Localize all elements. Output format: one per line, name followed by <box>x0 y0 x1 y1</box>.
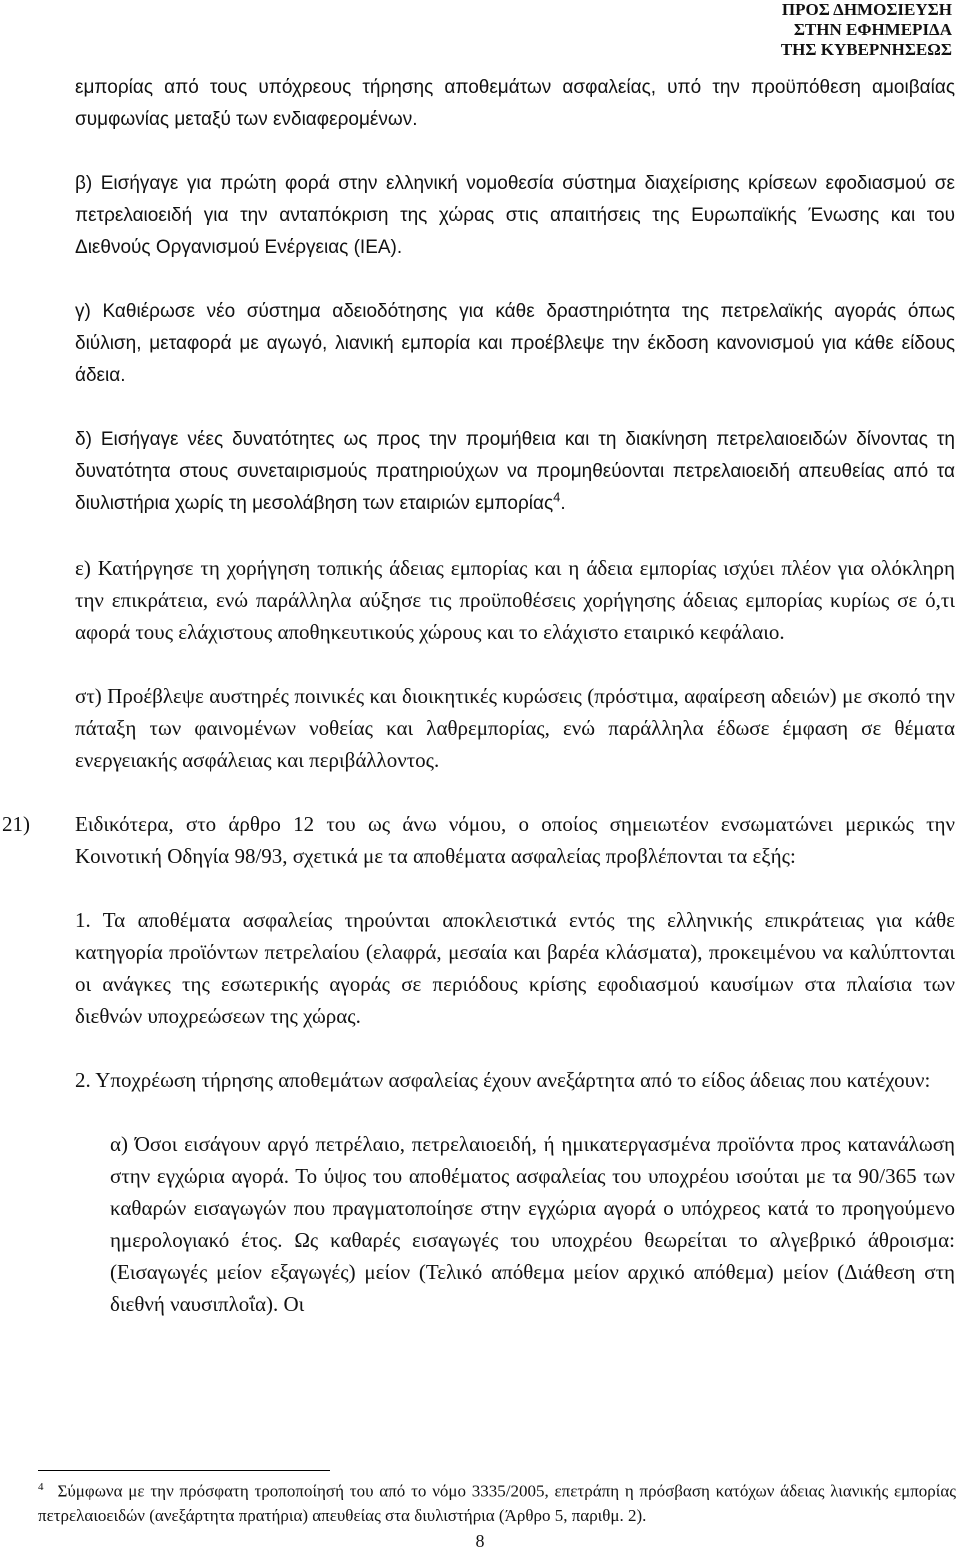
publication-header <box>781 0 952 60</box>
footnote-text: Σύμφωνα με την πρόσφατη τροποποίησή του από το νόμο 3335/2005, επετράπη η πρόσβαση κατόχων άδειας λιανικής εμπορίας πετρελαιοειδών (ανεξάρτητα πρατήρια) απευθείας στα διυλιστήρια (Άρθρο 5, παριθμ. 2). <box>38 1481 956 1525</box>
page-number: 8 <box>475 1531 485 1551</box>
paragraph-d <box>75 424 955 520</box>
footnote <box>38 1475 956 1528</box>
paragraph-st: στ) Προέβλεψε αυστηρές ποινικές και διοικητικές κυρώσεις (πρόστιμα, αφαίρεση αδειών) με σκοπό την πάταξη των φαινομένων νοθείας και λαθρεμπορίας, ενώ παράλληλα έδωσε έμφαση σε θέματα ενεργειακής ασφάλειας και περιβάλλοντος. <box>75 684 955 772</box>
header-line-3: ΤΗΣ ΚΥΒΕΡΝΗΣΕΩΣ <box>780 40 952 59</box>
list-item-2a: α) Όσοι εισάγουν αργό πετρέλαιο, πετρελαιοειδή, ή ημικατεργασμένα προϊόντα προς κατανάλωση στην εγχώρια αγορά. Το ύψος του αποθέματος ασφαλείας του υποχρέου ισούται με τα 90/365 των καθαρών εισαγωγών που πραγματοποίησε στην εγχώρια αγορά ο υπόχρεος κατά το προηγούμενο ημερολογιακό έτος. Ως καθαρές εισαγωγές του υποχρέου θεωρείται το αλγεβρικό άθροισμα: (Εισαγωγές μείον εξαγωγές) μείον (Τελικό απόθεμα μείον αρχικό απόθεμα) μείον (Διάθεση στη διεθνή ναυσιπλοΐα). Οι <box>110 1132 955 1316</box>
paragraph-c: γ) Καθιέρωσε νέο σύστημα αδειοδότησης για κάθε δραστηριότητα της πετρελαϊκής αγοράς όπως διύλιση, μεταφορά με αγωγό, λιανική εμπορία και προέβλεψε την έκδοση κανονισμού για κάθε είδους άδεια. <box>75 301 955 386</box>
paragraph-21-number: 21) <box>2 812 30 836</box>
list-item-1: 1. Τα αποθέματα ασφαλείας τηρούνται αποκλειστικά εντός της ελληνικής επικράτειας για κάθε κατηγορία προϊόντων πετρελαίου (ελαφρά, μεσαία και βαρέα κλάσματα), προκειμένου να καλύπτονται οι ανάγκες της εσωτερικής αγοράς σε περιόδους κρίσης εφοδιασμού καυσίμων στα πλαίσια των διεθνών υποχρεώσεων της χώρας. <box>75 908 955 1028</box>
document-body <box>2 72 955 1320</box>
paragraph-e: ε) Κατήργησε τη χορήγηση τοπικής άδειας εμπορίας και η άδεια εμπορίας ισχύει πλέον για ολόκληρη την επικράτεια, ενώ παράλληλα αύξησε τις προϋποθέσεις χορήγησης άδειας εμπορίας κυρίως σε ό,τι αφορά τους ελάχιστους αποθηκευτικούς χώρους και το ελάχιστο εταιρικό κεφάλαιο. <box>75 556 955 644</box>
paragraph-21 <box>2 808 955 872</box>
header-line-1: ΠΡΟΣ ΔΗΜΟΣΙΕΥΣΗ <box>781 0 952 19</box>
list-item-2: 2. Υποχρέωση τήρησης αποθεμάτων ασφαλείας έχουν ανεξάρτητα από το είδος άδειας που κατέχουν: <box>75 1068 931 1092</box>
footnote-mark: 4 <box>38 1481 44 1493</box>
paragraph-21-text: Ειδικότερα, στο άρθρο 12 του ως άνω νόμου, ο οποίος σημειωτέον ενσωματώνει μερικώς την Κοινοτική Οδηγία 98/93, σχετικά με τα αποθέματα ασφαλείας προβλέπονται τα εξής: <box>75 812 955 868</box>
header-line-2: ΣΤΗΝ ΕΦΗΜΕΡΙΔΑ <box>793 20 952 39</box>
footnote-reference: 4 <box>553 489 561 505</box>
footnote-divider <box>38 1470 330 1471</box>
paragraph-intro: εμπορίας από τους υπόχρεους τήρησης αποθεμάτων ασφαλείας, υπό την προϋπόθεση αμοιβαίας συμφωνίας μεταξύ των ενδιαφερομένων. <box>75 77 955 130</box>
paragraph-d-text: δ) Εισήγαγε νέες δυνατότητες ως προς την προμήθεια και τη διακίνηση πετρελαιοειδών δίνοντας τη δυνατότητα στους συνεταιρισμούς πρατηριούχων να προμηθεύονται πετρελαιοειδή απευθείας από τα διυλιστήρια χωρίς τη μεσολάβηση των εταιριών εμπορίας <box>75 429 955 514</box>
paragraph-d-end: . <box>560 493 566 514</box>
paragraph-b: β) Εισήγαγε για πρώτη φορά στην ελληνική νομοθεσία σύστημα διαχείρισης κρίσεων εφοδιασμού σε πετρελαιοειδή για την ανταπόκριση της χώρας στις απαιτήσεις της Ευρωπαϊκής Ένωσης και του Διεθνούς Οργανισμού Ενέργειας (ΙΕΑ). <box>75 173 955 258</box>
